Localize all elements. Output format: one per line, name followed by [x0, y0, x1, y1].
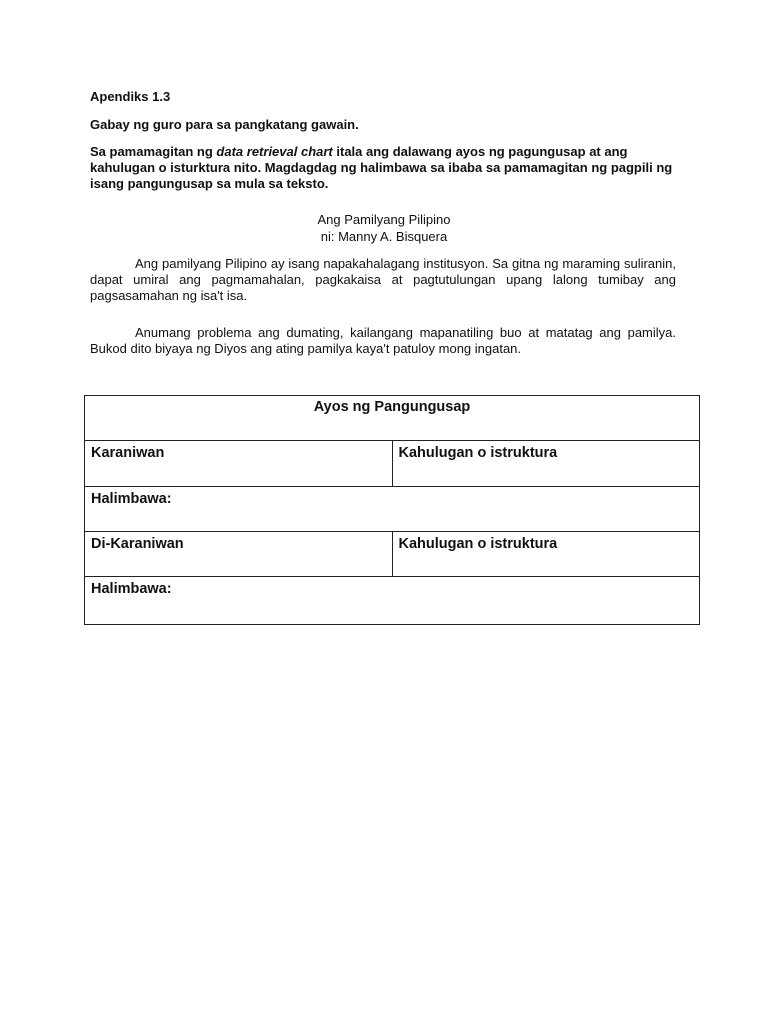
chart-row — [85, 441, 700, 487]
instructions-text — [90, 144, 680, 192]
di-karaniwan-cell: Di-Karaniwan — [85, 532, 393, 577]
chart-row — [85, 532, 700, 577]
story-paragraph-2 — [90, 325, 676, 357]
karaniwan-cell: Karaniwan — [85, 441, 393, 487]
halimbawa-cell-2: Halimbawa: — [85, 577, 700, 625]
story-paragraph-1 — [90, 256, 676, 304]
chart-row — [85, 577, 700, 625]
guide-title: Gabay ng guro para sa pangkatang gawain. — [90, 117, 359, 132]
kahulugan-cell-1: Kahulugan o istruktura — [392, 441, 700, 487]
data-retrieval-chart — [84, 395, 700, 625]
kahulugan-cell-2: Kahulugan o istruktura — [392, 532, 700, 577]
instructions-part1: Sa pamamagitan ng — [90, 144, 217, 159]
chart-header-row — [85, 396, 700, 441]
story-author: ni: Manny A. Bisquera — [320, 229, 448, 244]
story-title: Ang Pamilyang Pilipino — [317, 212, 451, 227]
chart-row — [85, 487, 700, 532]
paragraph-1-text: Ang pamilyang Pilipino ay isang napakahalagang institusyon. Sa gitna ng maraming suliranin, dapat umiral ang pagmamahalan, pagkakaisa at pagtutulungan upang lalong tumibay ang pagsasamahan ng isa't isa. — [90, 256, 676, 303]
paragraph-2-text: Anumang problema ang dumating, kailangang mapanatiling buo at matatag ang pamilya. Bukod dito biyaya ng Diyos ang ating pamilya kaya't patuloy mong ingatan. — [90, 325, 676, 356]
appendix-label: Apendiks 1.3 — [90, 89, 171, 104]
halimbawa-cell-1: Halimbawa: — [85, 487, 700, 532]
instructions-part2: itala ang dalawang ayos ng pagungusap at ang kahulugan o isturktura nito. Magdagdag ng halimbawa sa ibaba sa pamamagitan ng pagpili ng isang pangungusap sa mula sa teksto. — [90, 144, 673, 191]
chart-header: Ayos ng Pangungusap — [85, 396, 700, 441]
instructions-italic: data retrieval chart — [216, 144, 333, 159]
